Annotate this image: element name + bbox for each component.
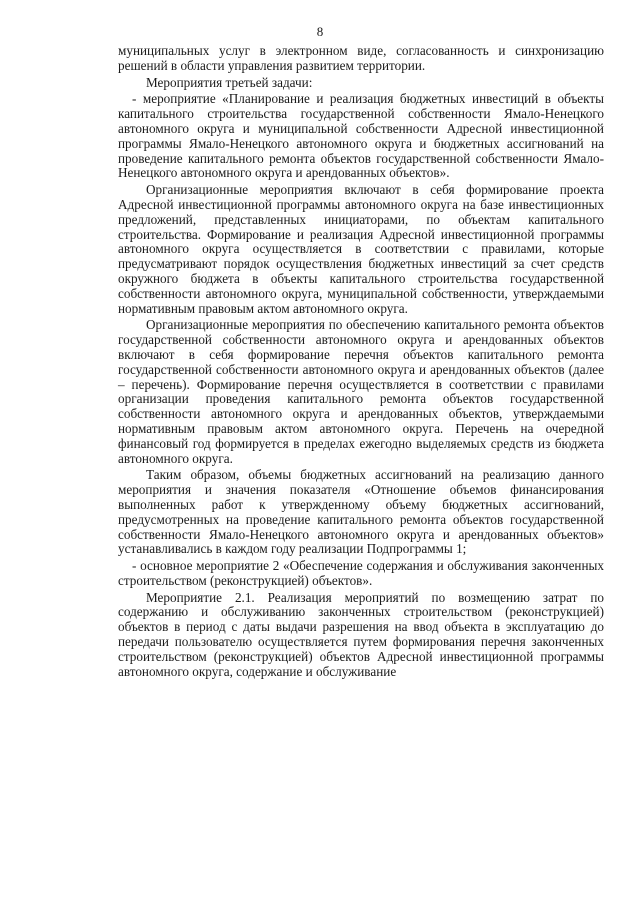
- page-number: 8: [316, 24, 324, 39]
- paragraph-measure-2-1: Мероприятие 2.1. Реализация мероприятий по возмещению затрат по содержанию и обслуживанию законченных строительством (реконструкцией) объектов в период с даты выдачи разрешения на ввод объекта в эксплуатацию до передачи пользователю осуществляется путем формирования перечня законченных строительством (реконструкцией) объектов Адресной инвестиционной программы автономного округа, содержание и обслуживание: [118, 589, 604, 679]
- paragraph-continuation: муниципальных услуг в электронном виде, согласованность и синхронизацию решений в области управления развитием территории.: [118, 43, 604, 73]
- paragraph-capital-repair-measures: Организационные мероприятия по обеспечению капитального ремонта объектов государственной собственности автономного округа и арендованных объектов включают в себя формирование перечня объектов капитального ремонта государственной собственности автономного округа и арендованных объектов (далее – перечень). Формирование перечня осуществляется в соответствии с правилами организации проведения капитального ремонта объектов государственной собственности автономного округа и арендованных объектов, утверждаемыми нормативным правовым актом автономного округа. Перечень на очередной финансовый год формируется в пределах ежегодно выделяемых средств из бюджета автономного округа.: [118, 317, 604, 466]
- list-item-main-measure-2: - основное мероприятие 2 «Обеспечение содержания и обслуживания законченных строительством (реконструкцией) объектов».: [118, 558, 604, 588]
- paragraph-organizational-measures: Организационные мероприятия включают в себя формирование проекта Адресной инвестиционной программы автономного округа на базе инвестиционных предложений, представленных инициаторами, по объектам капитального строительства. Формирование и реализация Адресной инвестиционной программы автономного округа осуществляется в соответствии с правилами, которые предусматривают порядок осуществления бюджетных инвестиций за счет средств окружного бюджета в объекты капитального строительства государственной собственности автономного округа, муниципальной собственности, утверждаемыми нормативным правовым актом автономного округа.: [118, 182, 604, 316]
- paragraph-budget-allocations: Таким образом, объемы бюджетных ассигнований на реализацию данного мероприятия и значения показателя «Отношение объемов финансирования выполненных работ к утвержденному объему бюджетных ассигнований, предусмотренных на проведение капитального ремонта объектов государственной собственности Ямало-Ненецкого автономного округа и арендованных объектов» устанавливались в каждом году реализации Подпрограммы 1;: [118, 467, 604, 557]
- document-body: [118, 44, 604, 681]
- list-item-investment-planning: - мероприятие «Планирование и реализация бюджетных инвестиций в объекты капитального строительства государственной собственности Ямало-Ненецкого автономного округа и муниципальной собственности Адресной инвестиционной программы Ямало-Ненецкого автономного округа и бюджетных ассигнований на проведение капитального ремонта объектов государственной собственности Ямало-Ненецкого автономного округа и арендованных объектов».: [118, 91, 604, 181]
- paragraph-third-task-heading: Мероприятия третьей задачи:: [146, 74, 313, 90]
